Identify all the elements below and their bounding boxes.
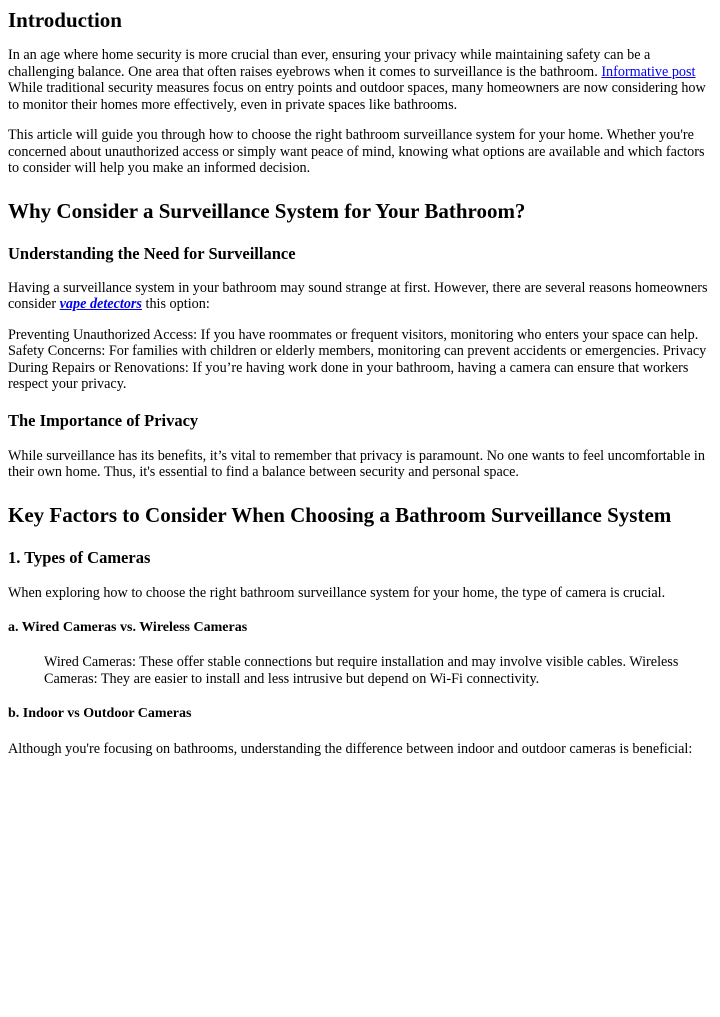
intro-paragraph-1-text-b: While traditional security measures focus on entry points and outdoor spaces, many homeowners are now considering how to monitor their homes more effectively, even in private spaces like bathrooms. [8, 80, 706, 113]
intro-paragraph-1-text-a: In an age where home security is more crucial than ever, ensuring your privacy while maintaining safety can be a challenging balance. One area that often raises eyebrows when it comes to surveillance is the bathroom. [8, 47, 651, 80]
wired-wireless-paragraph: Wired Cameras: These offer stable connections but require installation and may involve visible cables. Wireless Cameras: They are easier to install and less intrusive but depend on Wi-Fi connectivity. [44, 654, 679, 687]
wired-vs-wireless-heading: a. Wired Cameras vs. Wireless Cameras [8, 620, 248, 635]
vape-detectors-link[interactable]: vape detectors [59, 296, 142, 312]
need-paragraph-1 [8, 280, 712, 313]
importance-of-privacy-heading: The Importance of Privacy [8, 410, 199, 430]
introduction-heading: Introduction [8, 8, 122, 32]
understanding-need-heading: Understanding the Need for Surveillance [8, 243, 296, 263]
need-paragraph-2: Preventing Unauthorized Access: If you have roommates or frequent visitors, monitoring who enters your space can help. Safety Concerns: For families with children or elderly members, monitoring can prevent accidents or emergencies. Privacy During Repairs or Renovations: If you’re having work done in your bathroom, having a camera can ensure that workers respect your privacy. [8, 326, 707, 392]
key-factors-heading: Key Factors to Consider When Choosing a Bathroom Surveillance System [8, 502, 672, 527]
need-paragraph-1-text-a: Having a surveillance system in your bathroom may sound strange at first. However, there are several reasons homeowners consider [8, 279, 708, 312]
intro-paragraph-2: This article will guide you through how to choose the right bathroom surveillance system for your home. Whether you're concerned about unauthorized access or simply want peace of mind, knowing what options are available and which factors to consider will help you make an informed decision. [8, 127, 705, 176]
privacy-paragraph: While surveillance has its benefits, it’s vital to remember that privacy is paramount. No one wants to feel uncomfortable in their own home. Thus, it's essential to find a balance between security and personal space. [8, 447, 705, 480]
informative-post-link[interactable]: Informative post [601, 63, 696, 80]
types-paragraph: When exploring how to choose the right bathroom surveillance system for your home, the type of camera is crucial. [8, 584, 666, 601]
why-consider-heading: Why Consider a Surveillance System for Your Bathroom? [8, 198, 526, 223]
types-of-cameras-heading: 1. Types of Cameras [8, 547, 151, 567]
need-paragraph-1-text-b: this option: [141, 296, 210, 312]
indoor-outdoor-paragraph: Although you're focusing on bathrooms, understanding the difference between indoor and outdoor cameras is beneficial: [8, 741, 693, 757]
indoor-vs-outdoor-heading: b. Indoor vs Outdoor Cameras [8, 706, 192, 721]
intro-paragraph-1 [8, 47, 712, 113]
